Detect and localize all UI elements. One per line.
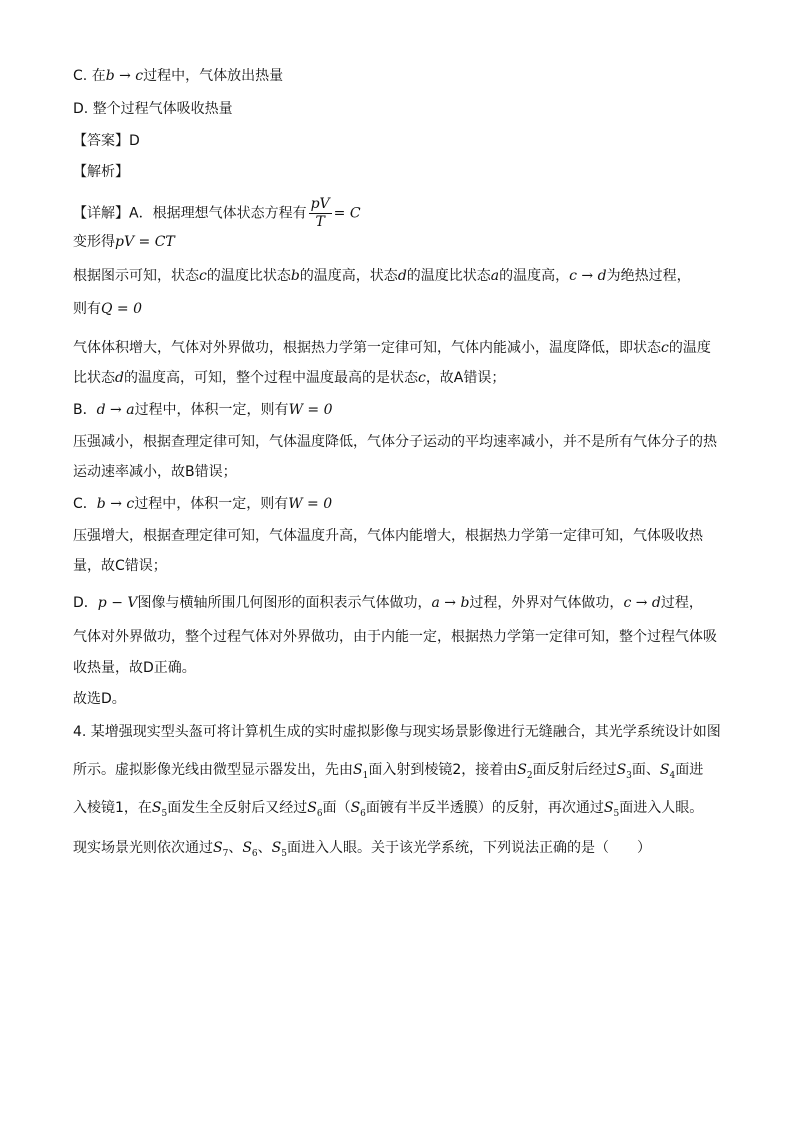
detail-line-10 [73, 494, 332, 514]
math: a → b [431, 595, 470, 611]
option-label: C. [73, 68, 88, 84]
math: W = 0 [288, 496, 333, 512]
text: 【详解】A．根据理想气体状态方程有 [73, 205, 307, 222]
math: S [151, 800, 162, 816]
math: Q = 0 [101, 301, 143, 317]
text: 面反射后经过 [532, 762, 617, 778]
detail-line-1 [73, 196, 361, 231]
text: 面入射到棱镜2，接着由 [368, 762, 518, 778]
detail-line-6 [73, 368, 505, 388]
text: B． [73, 402, 97, 418]
text: 面进 [675, 762, 704, 778]
math: S [616, 762, 627, 778]
text: 面发生全反射后又经过 [167, 800, 308, 816]
question-4-line-3 [73, 798, 703, 824]
question-4-line-2 [73, 760, 703, 786]
text: 气体对外界做功，整个过程气体对外界做功，由于内能一定，根据热力学第一定律可知，整个过程气体吸 [73, 629, 717, 645]
option-c [73, 66, 283, 86]
text: 的温度 [668, 340, 711, 356]
math: d → a [96, 402, 135, 418]
detail-line-7 [73, 400, 333, 420]
subscript: 5 [161, 808, 168, 819]
subscript: 3 [626, 770, 632, 781]
denominator: T [315, 214, 325, 230]
detail-line-14 [73, 627, 717, 647]
subscript: 6 [316, 808, 323, 819]
text: 气体体积增大，气体对外界做功，根据热力学第一定律可知，气体内能减小，温度降低，即状态 [73, 340, 661, 356]
subscript: 1 [362, 770, 369, 781]
text: 整个过程气体吸收热量 [92, 101, 233, 117]
math: p − V [97, 595, 138, 611]
math: S [213, 840, 223, 856]
subscript: 4 [669, 770, 676, 781]
answer: 【答案】D [73, 133, 140, 149]
math: c → d [623, 595, 661, 611]
math: c [417, 370, 426, 386]
subscript: 6 [360, 808, 366, 819]
text: D． [73, 595, 98, 611]
math: S [353, 762, 363, 778]
math: b [290, 268, 300, 284]
text: 现实场景光则依次通过 [73, 840, 213, 856]
subscript: 5 [613, 808, 620, 819]
text: 4. 某增强现实型头盔可将计算机生成的实时虚拟影像与现实场景影像进行无缝融合，其光学系统设计如图 [73, 724, 721, 740]
text: 过程， [660, 595, 703, 611]
detail-line-15 [73, 658, 196, 678]
text: 入棱镜1，在 [73, 800, 152, 816]
detail-line-4 [73, 299, 142, 319]
math: S [603, 800, 614, 816]
question-4-line-4 [73, 838, 651, 864]
math: b → c [96, 496, 135, 512]
answer-line [73, 131, 140, 151]
text: 变形得 [73, 234, 115, 250]
text: 面进入人眼。关于该光学系统，下列说法正确的是（ ） [286, 840, 651, 856]
text: 面进入人眼。 [619, 800, 704, 816]
text: 的温度高， [499, 268, 570, 284]
text: ，故A错误； [425, 370, 506, 386]
text: 故选D。 [73, 691, 126, 707]
math: S [350, 800, 361, 816]
text: 运动速率减小，故B错误； [73, 464, 237, 480]
question-4-line-1 [73, 722, 721, 742]
math: W = 0 [288, 402, 333, 418]
detail-line-8 [73, 432, 717, 452]
text: 面镀有半反半透膜）的反射，再次通过 [365, 800, 604, 816]
text: 压强增大，根据查理定律可知，气体温度升高，气体内能增大，根据热力学第一定律可知，气体吸收热 [73, 528, 703, 544]
math: S [242, 840, 252, 856]
detail-line-11 [73, 526, 703, 546]
detail-line-2 [73, 232, 175, 252]
numerator: pV [310, 196, 330, 212]
text: 的温度高，状态 [299, 268, 398, 284]
subscript: 2 [526, 770, 533, 781]
math: d [115, 370, 124, 386]
detail-line-3 [73, 266, 691, 286]
text: C． [73, 496, 97, 512]
text: 过程中，气体放出热量 [143, 68, 284, 84]
text: 比状态 [73, 370, 115, 386]
detail-line-9 [73, 462, 237, 482]
detail-line-5 [73, 338, 711, 358]
text: 的温度比状态 [406, 268, 491, 284]
math: d [397, 268, 407, 284]
text: 、 [228, 840, 243, 856]
text: 的温度比状态 [206, 268, 291, 284]
text: 过程，外界对气体做功， [469, 595, 624, 611]
math: S [307, 800, 317, 816]
math: S [517, 762, 527, 778]
math: c [661, 340, 669, 356]
subscript: 7 [222, 848, 229, 859]
text: 过程中，体积一定，则有 [134, 402, 289, 418]
text: 面（ [322, 800, 351, 816]
text: 、 [257, 840, 272, 856]
math: b → c [105, 68, 144, 84]
subscript: 6 [251, 848, 258, 859]
option-label: D. [73, 101, 89, 117]
text: 为绝热过程， [606, 268, 691, 284]
math: = C [333, 205, 361, 222]
subscript: 5 [281, 848, 287, 859]
analysis-heading [73, 162, 129, 182]
text: 根据图示可知，状态 [73, 268, 199, 284]
text: 收热量，故D正确。 [73, 660, 196, 676]
math: a [490, 268, 500, 284]
text: 的温度高，可知，整个过程中温度最高的是状态 [123, 370, 418, 386]
math: S [271, 840, 282, 856]
math: c → d [569, 268, 607, 284]
math: S [659, 762, 670, 778]
text: 量，故C错误； [73, 558, 167, 574]
fraction [309, 196, 332, 231]
math: c [199, 268, 207, 284]
text: 面、 [631, 762, 660, 778]
heading: 【解析】 [73, 164, 129, 180]
text: 所示。虚拟影像光线由微型显示器发出，先由 [73, 762, 353, 778]
text: 在 [91, 68, 106, 84]
text: 压强减小，根据查理定律可知，气体温度降低，气体分子运动的平均速率减小，并不是所有气体分子的热 [73, 434, 717, 450]
math: pV = CT [115, 234, 175, 250]
option-d [73, 99, 233, 119]
text: 过程中，体积一定，则有 [134, 496, 289, 512]
conclusion-line [73, 689, 126, 709]
text: 则有 [73, 301, 101, 317]
text: 图像与横轴所围几何图形的面积表示气体做功， [137, 595, 432, 611]
detail-line-13 [73, 593, 703, 613]
detail-line-12 [73, 556, 167, 576]
